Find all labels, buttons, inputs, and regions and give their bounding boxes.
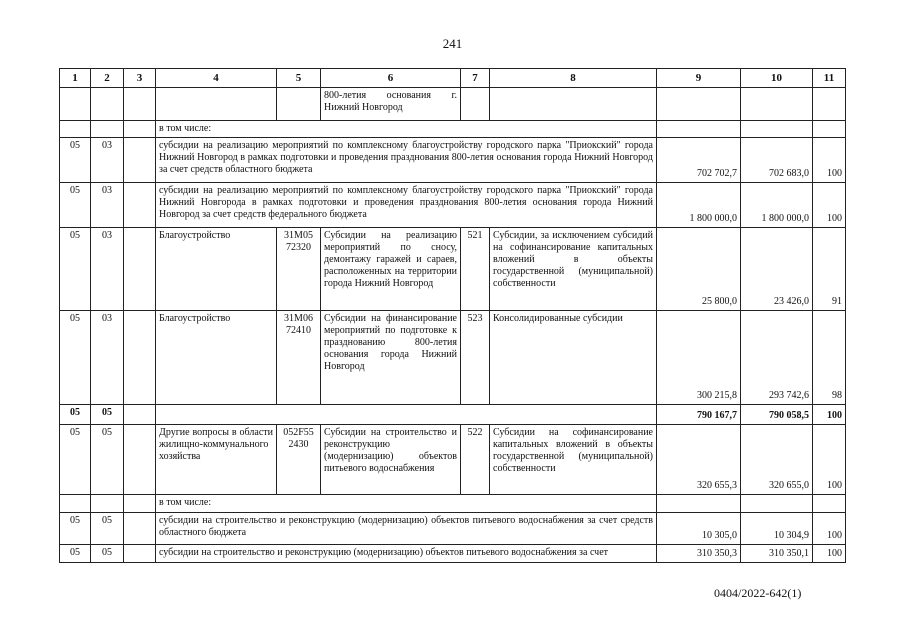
table-cell: 98 xyxy=(813,311,846,405)
table-cell: 702 683,0 xyxy=(741,138,813,183)
header-cell: 8 xyxy=(490,69,657,88)
table-cell: 790 058,5 xyxy=(741,405,813,425)
header-cell: 5 xyxy=(277,69,321,88)
table-cell: 05 xyxy=(60,513,91,545)
table-cell: 100 xyxy=(813,183,846,228)
table-row xyxy=(60,183,846,228)
header-cell: 6 xyxy=(321,69,461,88)
table-cell: 05 xyxy=(60,138,91,183)
table-cell: 05 xyxy=(60,425,91,495)
table-cell: 31М06 72410 xyxy=(277,311,321,405)
table-header-row xyxy=(60,69,846,88)
table-cell: в том числе: xyxy=(156,495,657,513)
table-cell: 790 167,7 xyxy=(657,405,741,425)
table-cell: 05 xyxy=(60,228,91,311)
table-cell: 310 350,1 xyxy=(741,545,813,563)
table-cell: 10 305,0 xyxy=(657,513,741,545)
table-cell: 100 xyxy=(813,405,846,425)
table-cell: 522 xyxy=(461,425,490,495)
header-cell: 10 xyxy=(741,69,813,88)
table-row xyxy=(60,425,846,495)
table-row xyxy=(60,88,846,121)
header-cell: 4 xyxy=(156,69,277,88)
table-cell: субсидии на строительство и реконструкцию (модернизацию) объектов питьевого водоснабжения за счет средств областного бюджета xyxy=(156,513,657,545)
header-cell: 3 xyxy=(124,69,156,88)
table-cell: 320 655,3 xyxy=(657,425,741,495)
table-cell: Субсидии на софинансирование капитальных вложений в объекты государственной (муниципальной) собственности xyxy=(490,425,657,495)
table-cell: Консолидированные субсидии xyxy=(490,311,657,405)
table-cell: 052F55 2430 xyxy=(277,425,321,495)
table-row xyxy=(60,405,846,425)
table-cell: 100 xyxy=(813,545,846,563)
table-cell: Субсидии на реализацию мероприятий по сносу, демонтажу гаражей и сараев, расположенных на территории города Нижний Новгород xyxy=(321,228,461,311)
table-row xyxy=(60,311,846,405)
header-cell: 9 xyxy=(657,69,741,88)
table-cell: 91 xyxy=(813,228,846,311)
table-cell: Благоустройство xyxy=(156,311,277,405)
table-cell: 03 xyxy=(91,138,124,183)
table-cell: Субсидии на финансирование мероприятий по подготовке к празднованию 800-летия основания города Нижний Новгород xyxy=(321,311,461,405)
header-cell: 11 xyxy=(813,69,846,88)
table-cell: 05 xyxy=(60,183,91,228)
table-cell: субсидии на реализацию мероприятий по комплексному благоустройству городского парка "Приокский" города Нижний Новгорода в рамках подготовки и проведения празднования 800-летия основания города Нижний Новгород за счет средств федерального бюджета xyxy=(156,183,657,228)
table-cell: Благоустройство xyxy=(156,228,277,311)
table-row xyxy=(60,545,846,563)
table-cell: 100 xyxy=(813,425,846,495)
table-cell: 05 xyxy=(91,513,124,545)
table-cell: Другие вопросы в области жилищно-коммунального хозяйства xyxy=(156,425,277,495)
header-cell: 1 xyxy=(60,69,91,88)
table-cell: 03 xyxy=(91,311,124,405)
table-cell: 05 xyxy=(60,405,91,425)
table-row xyxy=(60,495,846,513)
table-cell: 03 xyxy=(91,183,124,228)
table-cell: 05 xyxy=(60,311,91,405)
table-row xyxy=(60,138,846,183)
header-cell: 7 xyxy=(461,69,490,88)
table-cell: 702 702,7 xyxy=(657,138,741,183)
table-cell: субсидии на строительство и реконструкцию (модернизацию) объектов питьевого водоснабжения за счет xyxy=(156,545,657,563)
document-code: 0404/2022-642(1) xyxy=(714,586,802,600)
header-cell: 2 xyxy=(91,69,124,88)
table-cell: 100 xyxy=(813,513,846,545)
table-cell: 310 350,3 xyxy=(657,545,741,563)
table-cell: 10 304,9 xyxy=(741,513,813,545)
table-cell: 800-летия основания г. Нижний Новгород xyxy=(321,88,461,121)
table-cell: 03 xyxy=(91,228,124,311)
table-cell: 100 xyxy=(813,138,846,183)
table-cell: 05 xyxy=(60,545,91,563)
table-cell: Субсидии, за исключением субсидий на софинансирование капитальных вложений в объекты государственной (муниципальной) собственности xyxy=(490,228,657,311)
table-cell: 1 800 000,0 xyxy=(741,183,813,228)
table-cell: 23 426,0 xyxy=(741,228,813,311)
table-cell: 05 xyxy=(91,425,124,495)
table-cell: 300 215,8 xyxy=(657,311,741,405)
table-row xyxy=(60,121,846,138)
table-cell: Субсидии на строительство и реконструкцию (модернизацию) объектов питьевого водоснабжения xyxy=(321,425,461,495)
table-cell: 523 xyxy=(461,311,490,405)
table-row xyxy=(60,513,846,545)
table-cell: в том числе: xyxy=(156,121,657,138)
table-cell: 25 800,0 xyxy=(657,228,741,311)
table-cell: 05 xyxy=(91,405,124,425)
table-cell: 31М05 72320 xyxy=(277,228,321,311)
table-cell: 320 655,0 xyxy=(741,425,813,495)
table-cell: 1 800 000,0 xyxy=(657,183,741,228)
table-cell: 05 xyxy=(91,545,124,563)
table-row xyxy=(60,228,846,311)
budget-table xyxy=(59,68,846,563)
table-cell: 293 742,6 xyxy=(741,311,813,405)
page-number: 241 xyxy=(442,36,463,51)
table-cell: субсидии на реализацию мероприятий по комплексному благоустройству городского парка "Приокский" города Нижний Новгород в рамках подготовки и проведения празднования 800-летия основания города Нижний Новгород за счет средств областного бюджета xyxy=(156,138,657,183)
table-cell: 521 xyxy=(461,228,490,311)
